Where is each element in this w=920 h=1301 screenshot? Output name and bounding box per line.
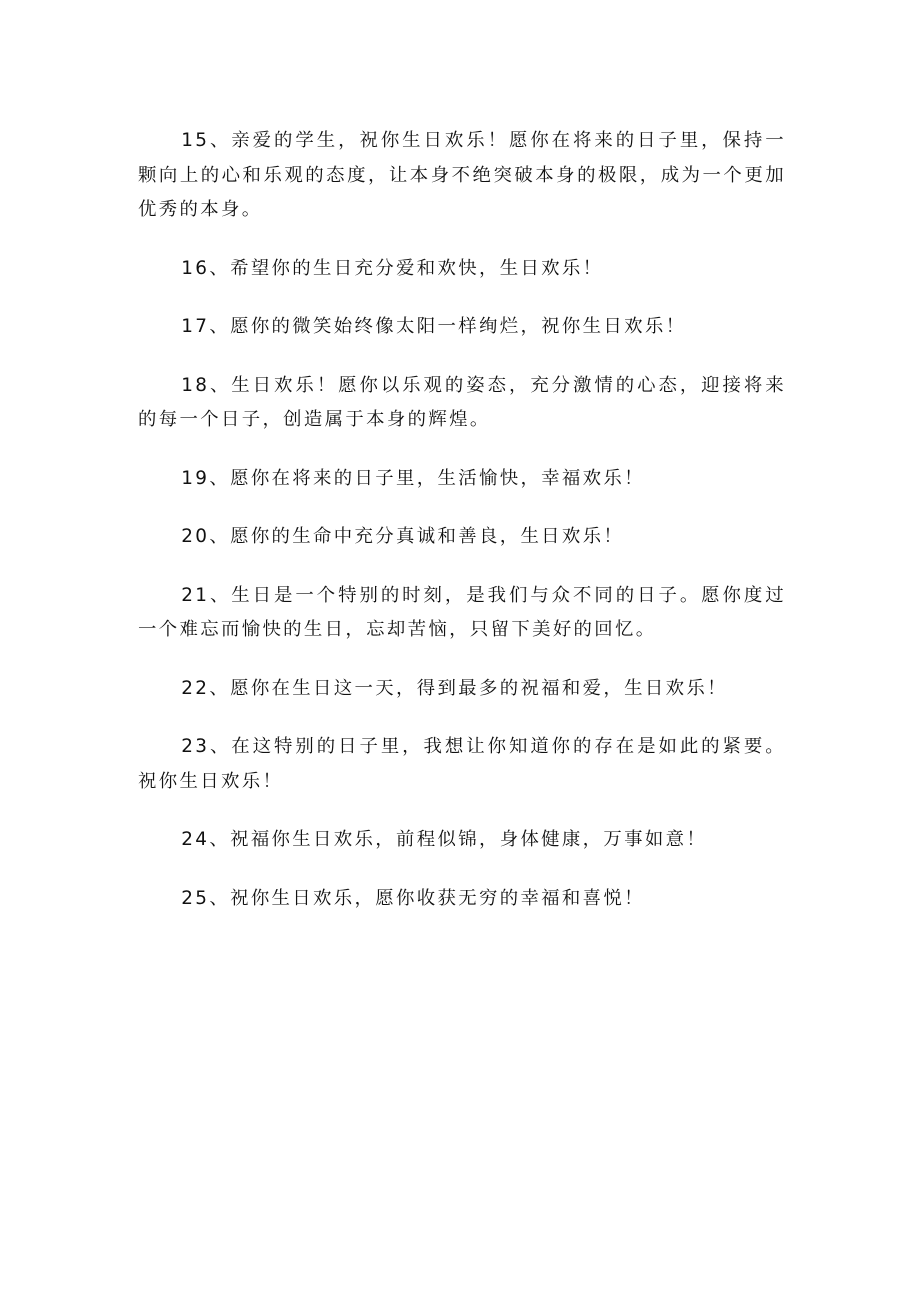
paragraph-19: 19、愿你在将来的日子里，生活愉快，幸福欢乐！ [181,467,645,489]
paragraph-22: 22、愿你在生日这一天，得到最多的祝福和爱，生日欢乐！ [181,677,728,699]
document-body [138,124,786,940]
paragraph-21: 21、生日是一个特别的时刻，是我们与众不同的日子。愿你度过一个难忘而愉快的生日，忘却苦恼，只留下美好的回忆。 [138,584,786,640]
paragraph-20: 20、愿你的生命中充分真诚和善良，生日欢乐！ [181,526,625,547]
paragraph-16: 16、希望你的生日充分爱和欢快，生日欢乐！ [181,257,604,279]
paragraph-15: 15、亲爱的学生，祝你生日欢乐！愿你在将来的日子里，保持一颗向上的心和乐观的态度，让本身不绝突破本身的极限，成为一个更加优秀的本身。 [138,130,786,220]
paragraph-25: 25、祝你生日欢乐，愿你收获无穷的幸福和喜悦！ [181,887,645,909]
paragraph-18: 18、生日欢乐！愿你以乐观的姿态，充分激情的心态，迎接将来的每一个日子，创造属于本身的辉煌。 [138,374,786,430]
paragraph-23: 23、在这特别的日子里，我想让你知道你的存在是如此的紧要。祝你生日欢乐！ [138,736,786,792]
paragraph-17: 17、愿你的微笑始终像太阳一样绚烂，祝你生日欢乐！ [181,316,687,337]
paragraph-24: 24、祝福你生日欢乐，前程似锦，身体健康，万事如意！ [181,829,708,850]
